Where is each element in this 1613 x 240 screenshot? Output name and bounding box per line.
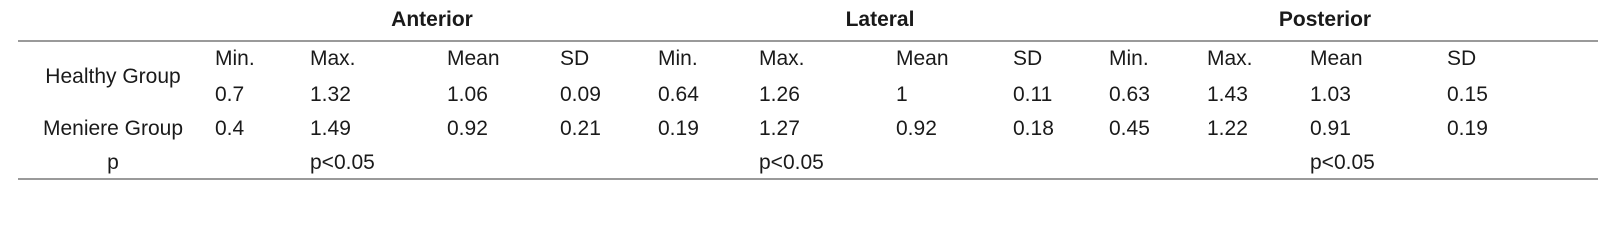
table-cell: 1.26	[759, 83, 800, 106]
subheader-anterior-max: Max.	[310, 47, 356, 70]
subheader-posterior-mean: Mean	[1310, 47, 1363, 70]
group-header-posterior: Posterior	[1278, 8, 1372, 31]
subheader-lateral-max: Max.	[759, 47, 805, 70]
p-value-posterior: p<0.05	[1310, 151, 1375, 174]
row-label-meniere-group: Meniere Group	[42, 117, 184, 140]
table-cell: 0.09	[560, 83, 601, 106]
table-cell: 0.18	[1013, 117, 1054, 140]
table-cell: 0.19	[1447, 117, 1488, 140]
table-cell: 0.92	[896, 117, 937, 140]
group-header-lateral: Lateral	[845, 8, 915, 31]
subheader-posterior-max: Max.	[1207, 47, 1253, 70]
table-cell: 0.15	[1447, 83, 1488, 106]
table-cell: 0.63	[1109, 83, 1150, 106]
table-cell: 1.32	[310, 83, 351, 106]
subheader-lateral-sd: SD	[1013, 47, 1043, 70]
group-header-anterior: Anterior	[391, 8, 473, 31]
p-value-lateral: p<0.05	[759, 151, 824, 174]
table-cell: 0.4	[215, 117, 245, 140]
row-label-p: p	[107, 151, 119, 174]
table-cell: 1.03	[1310, 83, 1351, 106]
bottom-rule	[18, 178, 1598, 180]
subheader-anterior-sd: SD	[560, 47, 590, 70]
table-cell: 1	[896, 83, 908, 106]
table-cell: 0.64	[658, 83, 699, 106]
table-cell: 1.49	[310, 117, 351, 140]
subheader-anterior-min: Min.	[215, 47, 255, 70]
table-cell: 1.27	[759, 117, 800, 140]
table-cell: 1.43	[1207, 83, 1248, 106]
table-cell: 0.45	[1109, 117, 1150, 140]
table-cell: 0.21	[560, 117, 601, 140]
p-value-anterior: p<0.05	[310, 151, 375, 174]
subheader-anterior-mean: Mean	[447, 47, 500, 70]
table-cell: 1.22	[1207, 117, 1248, 140]
subheader-lateral-mean: Mean	[896, 47, 949, 70]
table-cell: 0.91	[1310, 117, 1351, 140]
top-rule	[18, 40, 1598, 42]
subheader-posterior-sd: SD	[1447, 47, 1477, 70]
table-cell: 1.06	[447, 83, 488, 106]
subheader-posterior-min: Min.	[1109, 47, 1149, 70]
subheader-lateral-min: Min.	[658, 47, 698, 70]
table-cell: 0.92	[447, 117, 488, 140]
table-cell: 0.19	[658, 117, 699, 140]
table-cell: 0.11	[1013, 83, 1053, 106]
row-label-healthy-group: Healthy Group	[45, 65, 181, 88]
table-cell: 0.7	[215, 83, 245, 106]
